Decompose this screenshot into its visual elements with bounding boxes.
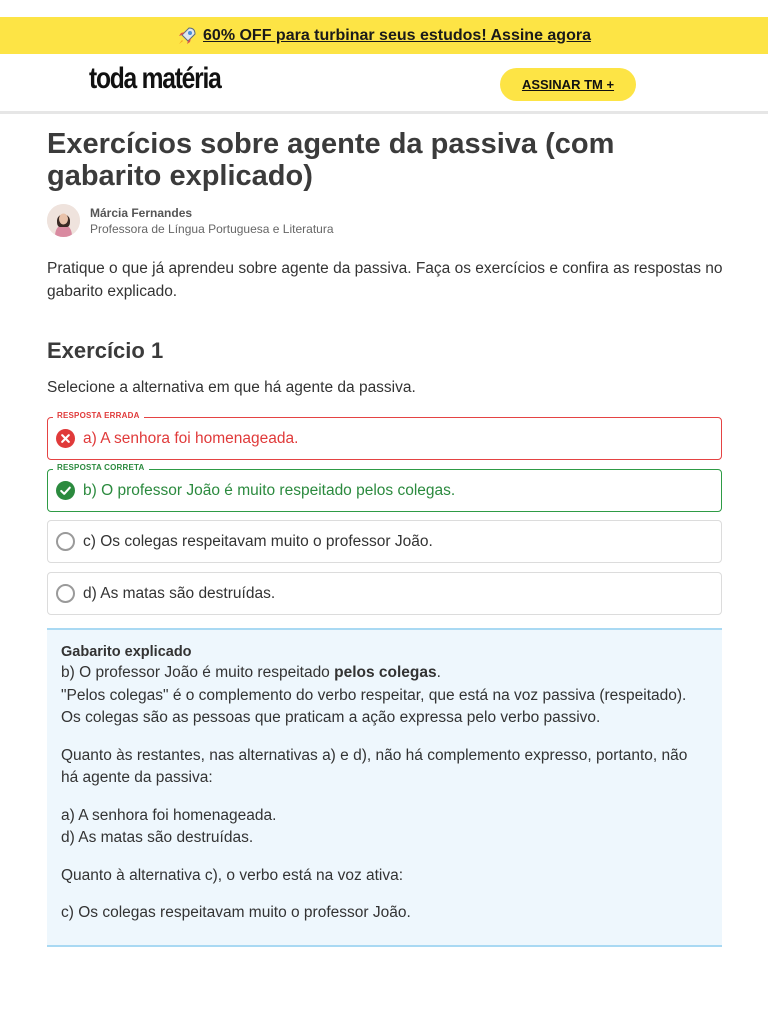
option-a-text: a) A senhora foi homenageada. — [83, 429, 299, 447]
wrong-answer-tag: RESPOSTA ERRADA — [53, 411, 144, 420]
radio-icon[interactable] — [56, 584, 75, 603]
option-d[interactable] — [47, 572, 722, 615]
author-name[interactable]: Márcia Fernandes — [90, 205, 193, 220]
rocket-icon — [177, 26, 197, 46]
option-c[interactable] — [47, 520, 722, 563]
avatar — [47, 204, 80, 237]
author-role: Professora de Língua Portuguesa e Literatura — [90, 221, 334, 236]
option-d-text: d) As matas são destruídas. — [83, 584, 276, 602]
answer-para-1 — [61, 662, 708, 730]
answer-line2: "Pelos colegas" é o complemento do verbo respeitar, que está na voz passiva (respeitado). — [61, 686, 687, 704]
answer-para-2: Quanto às restantes, nas alternativas a) e d), não há complemento expresso, portanto, não há agente da passiva: — [61, 746, 688, 786]
answer-explanation — [47, 628, 722, 947]
logo[interactable]: toda matéria — [89, 62, 221, 95]
exercise-title: Exercício 1 — [47, 338, 164, 363]
radio-icon[interactable] — [56, 532, 75, 551]
option-a[interactable] — [47, 411, 722, 460]
author-info — [47, 204, 334, 237]
wrong-x-icon — [56, 429, 75, 448]
answer-list — [61, 805, 708, 850]
promo-link[interactable] — [177, 26, 591, 46]
answer-line1-suffix: . — [436, 664, 441, 681]
promo-text[interactable]: 60% OFF para turbinar seus estudos! Assine agora — [203, 26, 591, 44]
correct-check-icon — [56, 481, 75, 500]
correct-answer-tag: RESPOSTA CORRETA — [53, 463, 149, 472]
page-title: Exercícios sobre agente da passiva (com gabarito explicado) — [47, 128, 615, 192]
answer-line1-bold: pelos colegas — [334, 664, 437, 681]
site-header — [0, 54, 768, 114]
avatar-portrait-icon — [47, 204, 80, 237]
answer-line1-prefix: b) O professor João é muito respeitado — [61, 664, 335, 681]
answer-title: Gabarito explicado — [61, 644, 192, 660]
intro-text: Pratique o que já aprendeu sobre agente da passiva. Faça os exercícios e confira as respostas no gabarito explicado. — [47, 260, 723, 300]
answer-list-d: d) As matas são destruídas. — [61, 829, 254, 846]
option-c-text: c) Os colegas respeitavam muito o professor João. — [83, 532, 433, 550]
answer-para-4: c) Os colegas respeitavam muito o professor João. — [61, 904, 411, 921]
question-text: Selecione a alternativa em que há agente da passiva. — [47, 379, 416, 396]
option-b[interactable] — [47, 463, 722, 512]
answer-line3: Os colegas são as pessoas que praticam a ação expressa pelo verbo passivo. — [61, 709, 601, 726]
option-b-text: b) O professor João é muito respeitado pelos colegas. — [83, 481, 456, 499]
answer-para-3: Quanto à alternativa c), o verbo está na voz ativa: — [61, 866, 404, 884]
subscribe-button[interactable]: ASSINAR TM + — [500, 68, 636, 101]
promo-bar — [0, 17, 768, 54]
answer-list-a: a) A senhora foi homenageada. — [61, 806, 277, 824]
